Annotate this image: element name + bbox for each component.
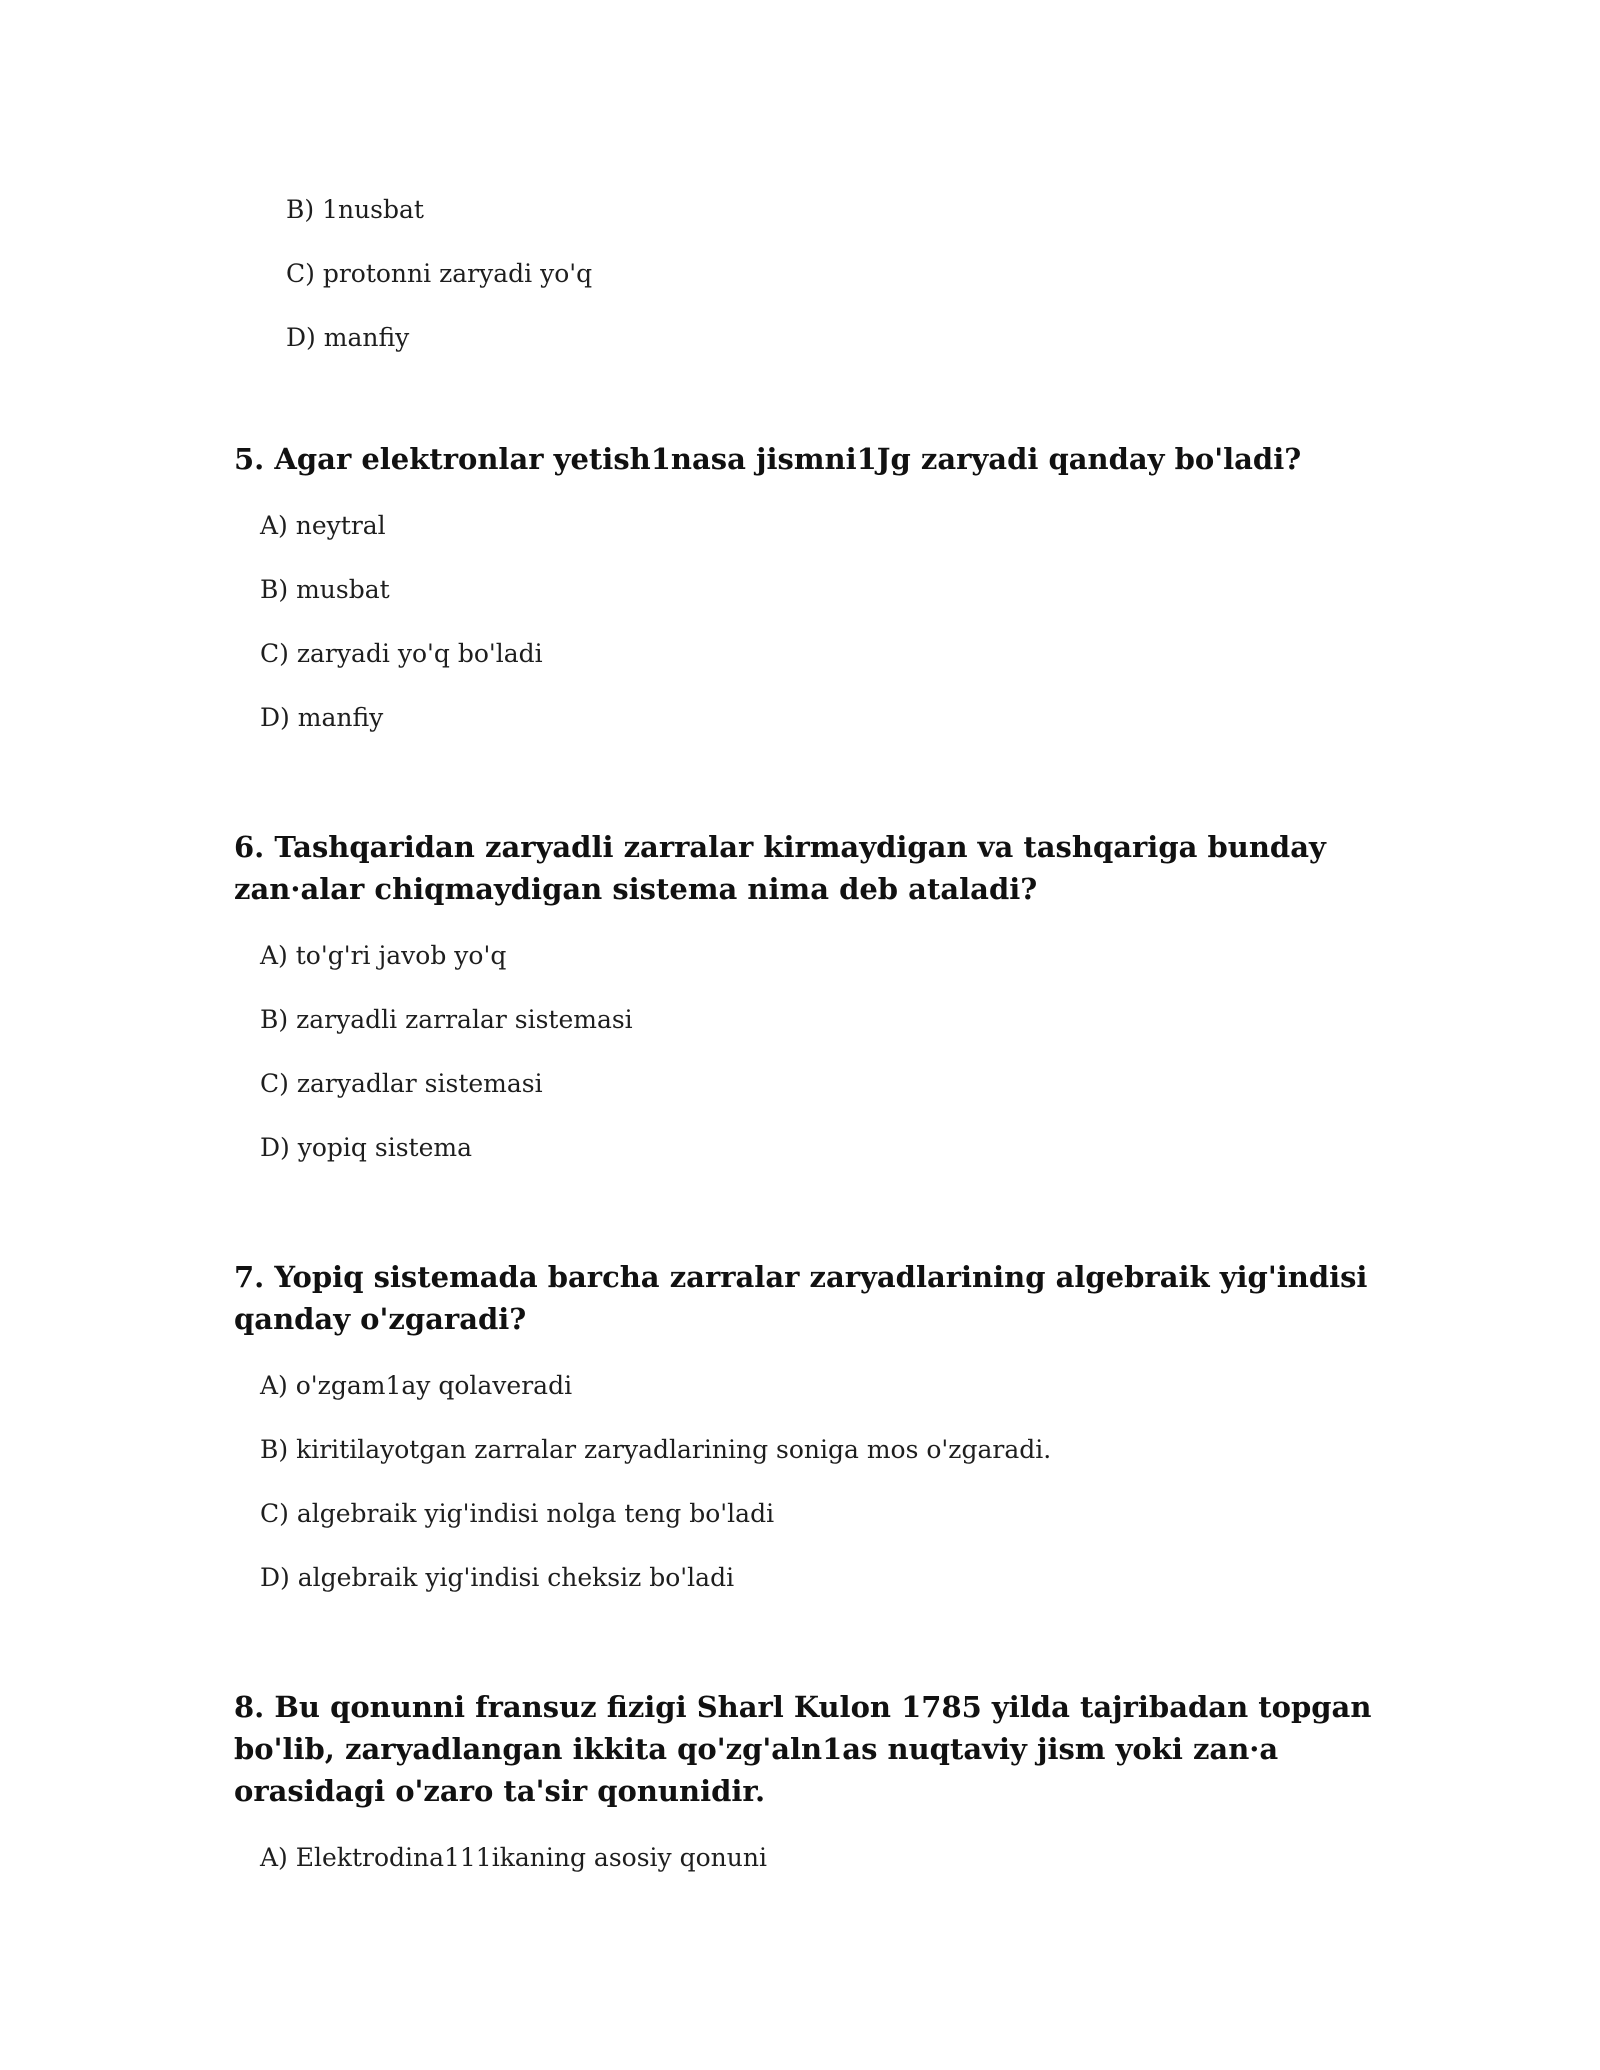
question-6 <box>234 826 1384 1180</box>
option-item: D) manfiy <box>286 323 410 352</box>
option-list <box>260 1826 1384 1890</box>
option-item: A) neytral <box>260 511 386 540</box>
option-list <box>260 494 1384 750</box>
question-title: 6. Tashqaridan zaryadli zarralar kirmaydigan va tashqariga bunday zan·alar chiqmaydigan sistema nima deb ataladi? <box>234 830 1326 906</box>
question-5 <box>234 438 1384 750</box>
option-item: D) algebraik yig'indisi cheksiz bo'ladi <box>260 1563 735 1592</box>
option-item: B) kiritilayotgan zarralar zaryadlarining soniga mos o'zgaradi. <box>260 1435 1052 1464</box>
option-item: D) yopiq sistema <box>260 1133 472 1162</box>
option-item: B) 1nusbat <box>286 195 424 224</box>
option-item: C) protonni zaryadi yo'q <box>286 259 593 288</box>
question-7 <box>234 1256 1384 1610</box>
option-item: A) o'zgam1ay qolaveradi <box>260 1371 573 1400</box>
option-item: D) manfiy <box>260 703 384 732</box>
question-8 <box>234 1686 1384 1890</box>
option-item: C) zaryadlar sistemasi <box>260 1069 543 1098</box>
option-list <box>260 924 1384 1180</box>
option-item: A) to'g'ri javob yo'q <box>260 941 507 970</box>
continued-options-q4 <box>286 178 592 370</box>
option-item: C) algebraik yig'indisi nolga teng bo'ladi <box>260 1499 775 1528</box>
option-item: A) Elektrodina111ikaning asosiy qonuni <box>260 1843 767 1872</box>
question-title: 7. Yopiq sistemada barcha zarralar zaryadlarining algebraik yig'indisi qanday o'zgaradi? <box>234 1260 1368 1336</box>
option-item: B) musbat <box>260 575 390 604</box>
question-title: 5. Agar elektronlar yetish1nasa jismni1Jg zaryadi qanday bo'ladi? <box>234 442 1302 476</box>
question-title: 8. Bu qonunni fransuz fizigi Sharl Kulon 1785 yilda tajribadan topgan bo'lib, zaryadlangan ikkita qo'zg'aln1as nuqtaviy jism yoki zan·a orasidagi o'zaro ta'sir qonunidir. <box>234 1690 1372 1808</box>
option-item: C) zaryadi yo'q bo'ladi <box>260 639 543 668</box>
option-item: B) zaryadli zarralar sistemasi <box>260 1005 633 1034</box>
option-list <box>260 1354 1384 1610</box>
